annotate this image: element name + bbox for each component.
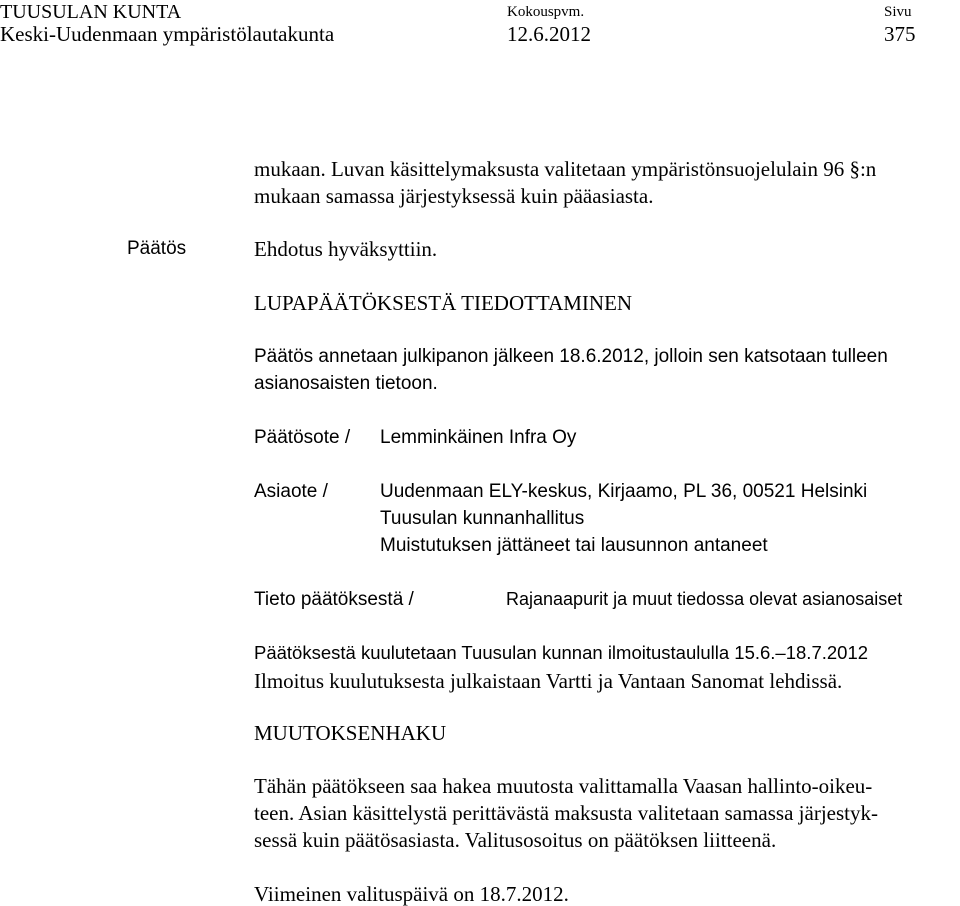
notification-line-2: asianosaisten tietoon. [254, 373, 438, 394]
intro-line-2: mukaan samassa järjestyksessä kuin pääasiasta. [254, 184, 654, 208]
page-number: 375 [884, 22, 916, 46]
case-copy-label: Asiaote / [254, 481, 328, 502]
notification-heading: LUPAPÄÄTÖKSESTÄ TIEDOTTAMINEN [254, 291, 633, 315]
decision-label: Päätös [127, 238, 187, 259]
case-copy-recipient: Tuusulan kunnanhallitus [380, 508, 585, 529]
info-recipient: Rajanaapurit ja muut tiedossa olevat asianosaiset [506, 589, 903, 609]
decision-copy-label: Päätösote / [254, 427, 351, 448]
case-copy-recipient: Uudenmaan ELY-keskus, Kirjaamo, PL 36, 00521 Helsinki [380, 481, 868, 502]
appeal-deadline: Viimeinen valituspäivä on 18.7.2012. [254, 882, 569, 906]
info-label: Tieto päätöksestä / [254, 589, 414, 610]
decision-copy-recipient: Lemminkäinen Infra Oy [380, 427, 577, 448]
meeting-date: 12.6.2012 [507, 22, 591, 46]
case-copy-recipient: Muistutuksen jättäneet tai lausunnon antaneet [380, 535, 768, 556]
appeal-line: sessä kuin päätösasiasta. Valitusosoitus on päätöksen liitteenä. [254, 828, 777, 852]
municipality-name: TUUSULAN KUNTA [0, 1, 182, 23]
appeal-heading: MUUTOKSENHAKU [254, 721, 447, 745]
appeal-line: Tähän päätökseen saa hakea muutosta valittamalla Vaasan hallinto-oikeu- [254, 774, 873, 798]
page-label: Sivu [884, 4, 912, 20]
decision-text: Ehdotus hyväksyttiin. [254, 237, 438, 261]
appeal-line: teen. Asian käsittelystä perittävästä maksusta valitetaan samassa järjestyk- [254, 801, 878, 825]
announcement-line-1: Päätöksestä kuulutetaan Tuusulan kunnan ilmoitustaululla 15.6.–18.7.2012 [254, 642, 869, 663]
intro-line-1: mukaan. Luvan käsittelymaksusta valitetaan ympäristönsuojelulain 96 §:n [254, 157, 877, 181]
committee-name: Keski-Uudenmaan ympäristölautakunta [0, 22, 335, 46]
notification-line-1: Päätös annetaan julkipanon jälkeen 18.6.2012, jolloin sen katsotaan tulleen [254, 346, 888, 367]
announcement-line-2: Ilmoitus kuulutuksesta julkaistaan Vartti ja Vantaan Sanomat lehdissä. [254, 669, 843, 693]
meeting-date-label: Kokouspvm. [507, 4, 585, 20]
